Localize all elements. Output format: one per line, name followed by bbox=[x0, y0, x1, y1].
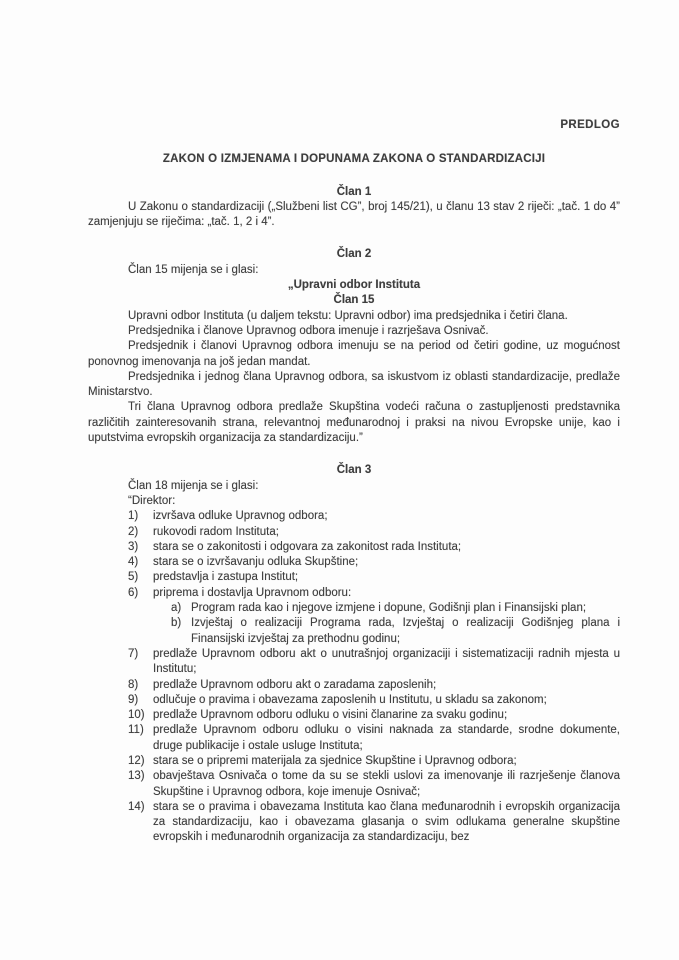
list-item-number: 6) bbox=[128, 586, 139, 599]
list-item-text: stara se o pripremi materijala za sjednice Skupštine i Upravnog odbora; bbox=[153, 754, 517, 767]
sub-list-item-text: Program rada kao i njegove izmjene i dopune, Godišnji plan i Finansijski plan; bbox=[191, 602, 587, 615]
paragraph: Član 18 mijenja se i glasi: bbox=[128, 479, 259, 492]
paragraph: U Zakonu o standardizaciji („Službeni list CG”, broj 145/21), u članu 13 stav 2 riječi: „tač. 1 do 4” zamjenjuju se riječima: „tač. 1, 2 i 4”. bbox=[88, 200, 620, 229]
list-item bbox=[128, 509, 620, 524]
predlog-label: PREDLOG bbox=[560, 119, 620, 131]
list-item-text: predlaže Upravnom odboru akt o zaradama zaposlenih; bbox=[153, 678, 437, 691]
sub-list-item-letter: b) bbox=[171, 617, 182, 630]
article-heading: Član 2 bbox=[336, 248, 372, 261]
sub-list-item-text: Izvještaj o realizaciji Programa rada, Izvještaj o realizaciji Godišnjeg plana i Finansijski izvještaj za prethodnu godinu; bbox=[191, 617, 620, 645]
list-item-number: 10) bbox=[128, 709, 145, 722]
list-item-number: 9) bbox=[128, 693, 139, 706]
list-item-text: predstavlja i zastupa Institut; bbox=[153, 571, 299, 584]
paragraph: Tri člana Upravnog odbora predlaže Skupština vodeći računa o zastupljenosti predstavnika različitih zainteresovanih strana, relevantnoj međunarodnoj i praksi na nivou Evropske unije, kao i uputstvima evropskih organizacija za standardizaciju.” bbox=[88, 401, 620, 445]
sub-list-item bbox=[171, 601, 620, 616]
list-item-number: 3) bbox=[128, 540, 139, 553]
paragraph: Predsjednika i članove Upravnog odbora imenuje i razrješava Osnivač. bbox=[128, 324, 489, 337]
list-item-text: rukovodi radom Instituta; bbox=[153, 525, 279, 538]
paragraph: Predsjednika i jednog člana Upravnog odbora, sa iskustvom iz oblasti standardizacije, predlaže Ministarstvo. bbox=[88, 370, 620, 399]
list-item-text: priprema i dostavlja Upravnom odboru: bbox=[153, 586, 352, 599]
sub-list-item bbox=[171, 616, 620, 647]
list-item-number: 8) bbox=[128, 678, 139, 691]
list-item-text: stara se o izvršavanju odluka Skupštine; bbox=[153, 556, 359, 569]
list-item bbox=[128, 586, 620, 601]
list-item bbox=[128, 525, 620, 540]
article-subtitle: Član 15 bbox=[333, 294, 375, 307]
list-item-number: 7) bbox=[128, 647, 139, 660]
list-item-number: 4) bbox=[128, 556, 139, 569]
list-item-text: odlučuje o pravima i obavezama zaposlenih u Institutu, u skladu sa zakonom; bbox=[153, 693, 547, 706]
paragraph: “Direktor: bbox=[128, 494, 176, 507]
sub-list-item-letter: a) bbox=[171, 602, 182, 615]
paragraph: Član 15 mijenja se i glasi: bbox=[128, 263, 259, 276]
list-item-number: 12) bbox=[128, 754, 145, 767]
list-item-text: stara se o zakonitosti i odgovara za zakonitost rada Instituta; bbox=[153, 540, 462, 553]
document-title: ZAKON O IZMJENAMA I DOPUNAMA ZAKONA O STANDARDIZACIJI bbox=[162, 153, 546, 166]
list-item-number: 2) bbox=[128, 525, 139, 538]
document-sections bbox=[88, 185, 620, 846]
article-heading: Član 1 bbox=[336, 185, 372, 198]
list-item-text: predlaže Upravnom odboru odluku o visini članarine za svaku godinu; bbox=[153, 709, 508, 722]
list-item-number: 14) bbox=[128, 800, 145, 813]
list-item-number: 11) bbox=[128, 724, 144, 737]
list-item-text: obavještava Osnivača o tome da su se stekli uslovi za imenovanje ili razrješenje članova Skupštine i Upravnog odbora, koje imenuje Osnivač; bbox=[153, 770, 620, 798]
list-item-number: 5) bbox=[128, 571, 139, 584]
list-item bbox=[128, 769, 620, 800]
list-item bbox=[128, 647, 620, 678]
list-item bbox=[128, 800, 620, 846]
list-item bbox=[128, 708, 620, 723]
list-item bbox=[128, 754, 620, 769]
numbered-list bbox=[88, 509, 620, 846]
list-item-text: stara se o pravima i obavezama Instituta kao člana međunarodnih i evropskih organizacija za standardizaciju, kao i obavezama glasanja o svim odlukama generalne skupštine evropskih i međunarodnih organizacija za standardizaciju, bez bbox=[153, 800, 620, 844]
list-item bbox=[128, 570, 620, 585]
article-subtitle: „Upravni odbor Instituta bbox=[287, 279, 421, 292]
list-item bbox=[128, 540, 620, 555]
list-item-text: predlaže Upravnom odboru akt o unutrašnjoj organizaciji i sistematizaciji radnih mjesta u Institutu; bbox=[153, 647, 620, 676]
list-item-text: predlaže Upravnom odboru odluku o visini naknada za standarde, srodne dokumente, druge publikacije i ostale usluge Instituta; bbox=[153, 724, 620, 752]
list-item bbox=[128, 678, 620, 693]
list-item bbox=[128, 693, 620, 708]
article-heading: Član 3 bbox=[336, 464, 372, 477]
list-item bbox=[128, 555, 620, 570]
paragraph: Upravni odbor Instituta (u daljem tekstu: Upravni odbor) ima predsjednika i četiri člana. bbox=[128, 309, 568, 322]
list-item-number: 1) bbox=[128, 510, 139, 523]
list-item bbox=[128, 723, 620, 754]
list-item-text: izvršava odluke Upravnog odbora; bbox=[153, 510, 328, 523]
list-item-number: 13) bbox=[128, 770, 145, 783]
paragraph: Predsjednik i članovi Upravnog odbora imenuju se na period od četiri godine, uz mogućnost ponovnog imenovanja na još jedan mandat. bbox=[88, 340, 620, 368]
